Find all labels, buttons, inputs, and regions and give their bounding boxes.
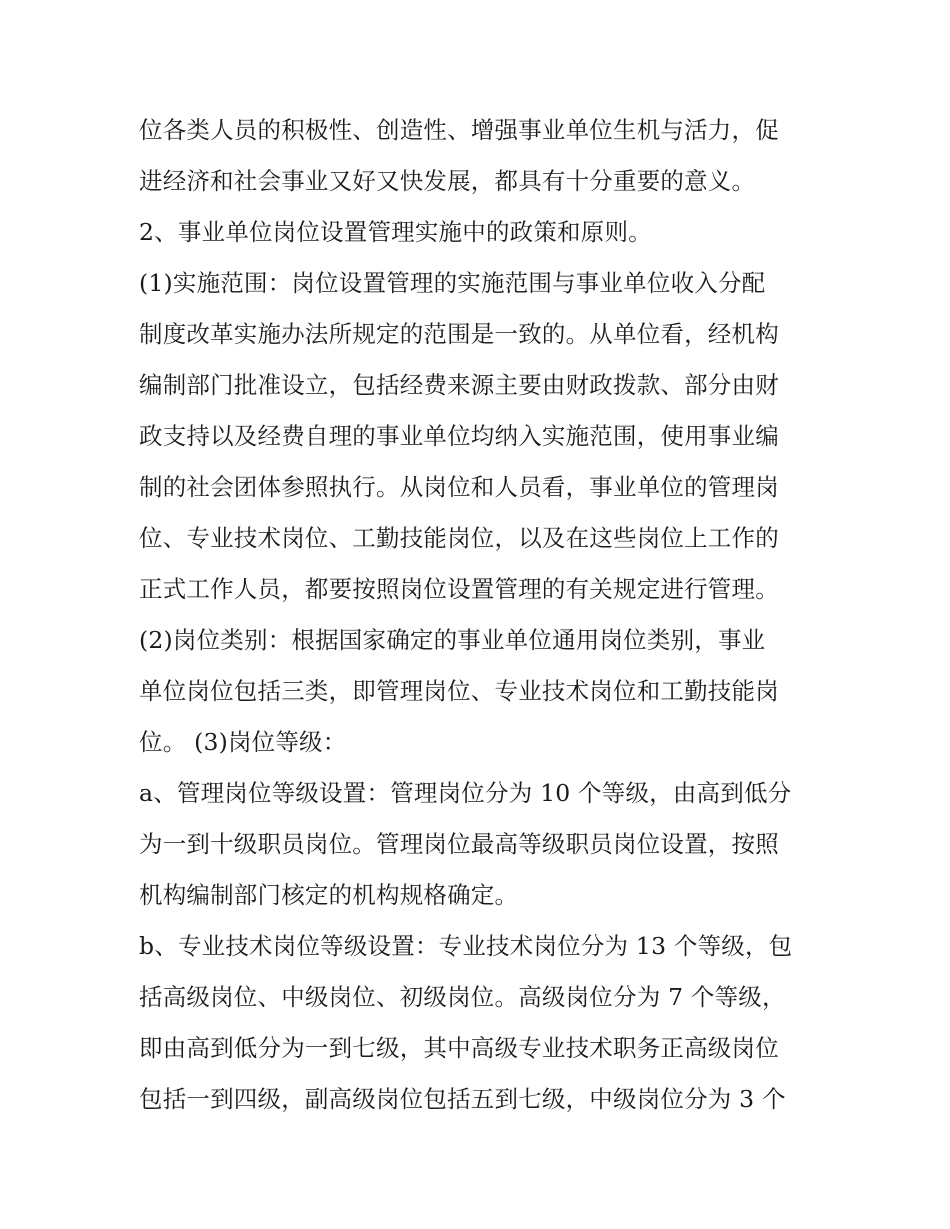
- text-line-19: 即由高到低分为一到七级，其中高级专业技术职务正高级岗位: [139, 1034, 779, 1062]
- text-line-11: (2)岗位类别：根据国家确定的事业单位通用岗位类别，事业: [139, 626, 766, 654]
- text-line-10: 正式工作人员，都要按照岗位设置管理的有关规定进行管理。: [139, 575, 779, 603]
- text-line-6: 编制部门批准设立，包括经费来源主要由财政拨款、部分由财: [139, 371, 779, 399]
- text-line-2: 进经济和社会事业又好又快发展，都具有十分重要的意义。: [139, 167, 756, 195]
- text-line-8: 制的社会团体参照执行。从岗位和人员看，事业单位的管理岗: [139, 473, 779, 501]
- text-line-4: (1)实施范围：岗位设置管理的实施范围与事业单位收入分配: [139, 269, 766, 297]
- text-line-9: 位、专业技术岗位、工勤技能岗位，以及在这些岗位上工作的: [139, 524, 779, 552]
- text-line-5: 制度改革实施办法所规定的范围是一致的。从单位看，经机构: [139, 320, 779, 348]
- text-line-12: 单位岗位包括三类，即管理岗位、专业技术岗位和工勤技能岗: [139, 677, 779, 705]
- text-line-20: 包括一到四级，副高级岗位包括五到七级，中级岗位分为 3 个: [139, 1085, 786, 1113]
- text-line-18: 括高级岗位、中级岗位、初级岗位。高级岗位分为 7 个等级，: [139, 983, 786, 1011]
- text-line-14: a、管理岗位等级设置：管理岗位分为 10 个等级，由高到低分: [139, 779, 792, 807]
- text-line-13: 位。 (3)岗位等级：: [139, 728, 347, 756]
- text-line-7: 政支持以及经费自理的事业单位均纳入实施范围，使用事业编: [139, 422, 779, 450]
- text-line-15: 为一到十级职员岗位。管理岗位最高等级职员岗位设置，按照: [139, 830, 779, 858]
- text-line-17: b、专业技术岗位等级设置：专业技术岗位分为 13 个等级，包: [139, 932, 793, 960]
- text-line-1: 位各类人员的积极性、创造性、增强事业单位生机与活力，促: [139, 116, 779, 144]
- text-line-3: 2、事业单位岗位设置管理实施中的政策和原则。: [139, 218, 652, 246]
- text-line-16: 机构编制部门核定的机构规格确定。: [139, 881, 519, 909]
